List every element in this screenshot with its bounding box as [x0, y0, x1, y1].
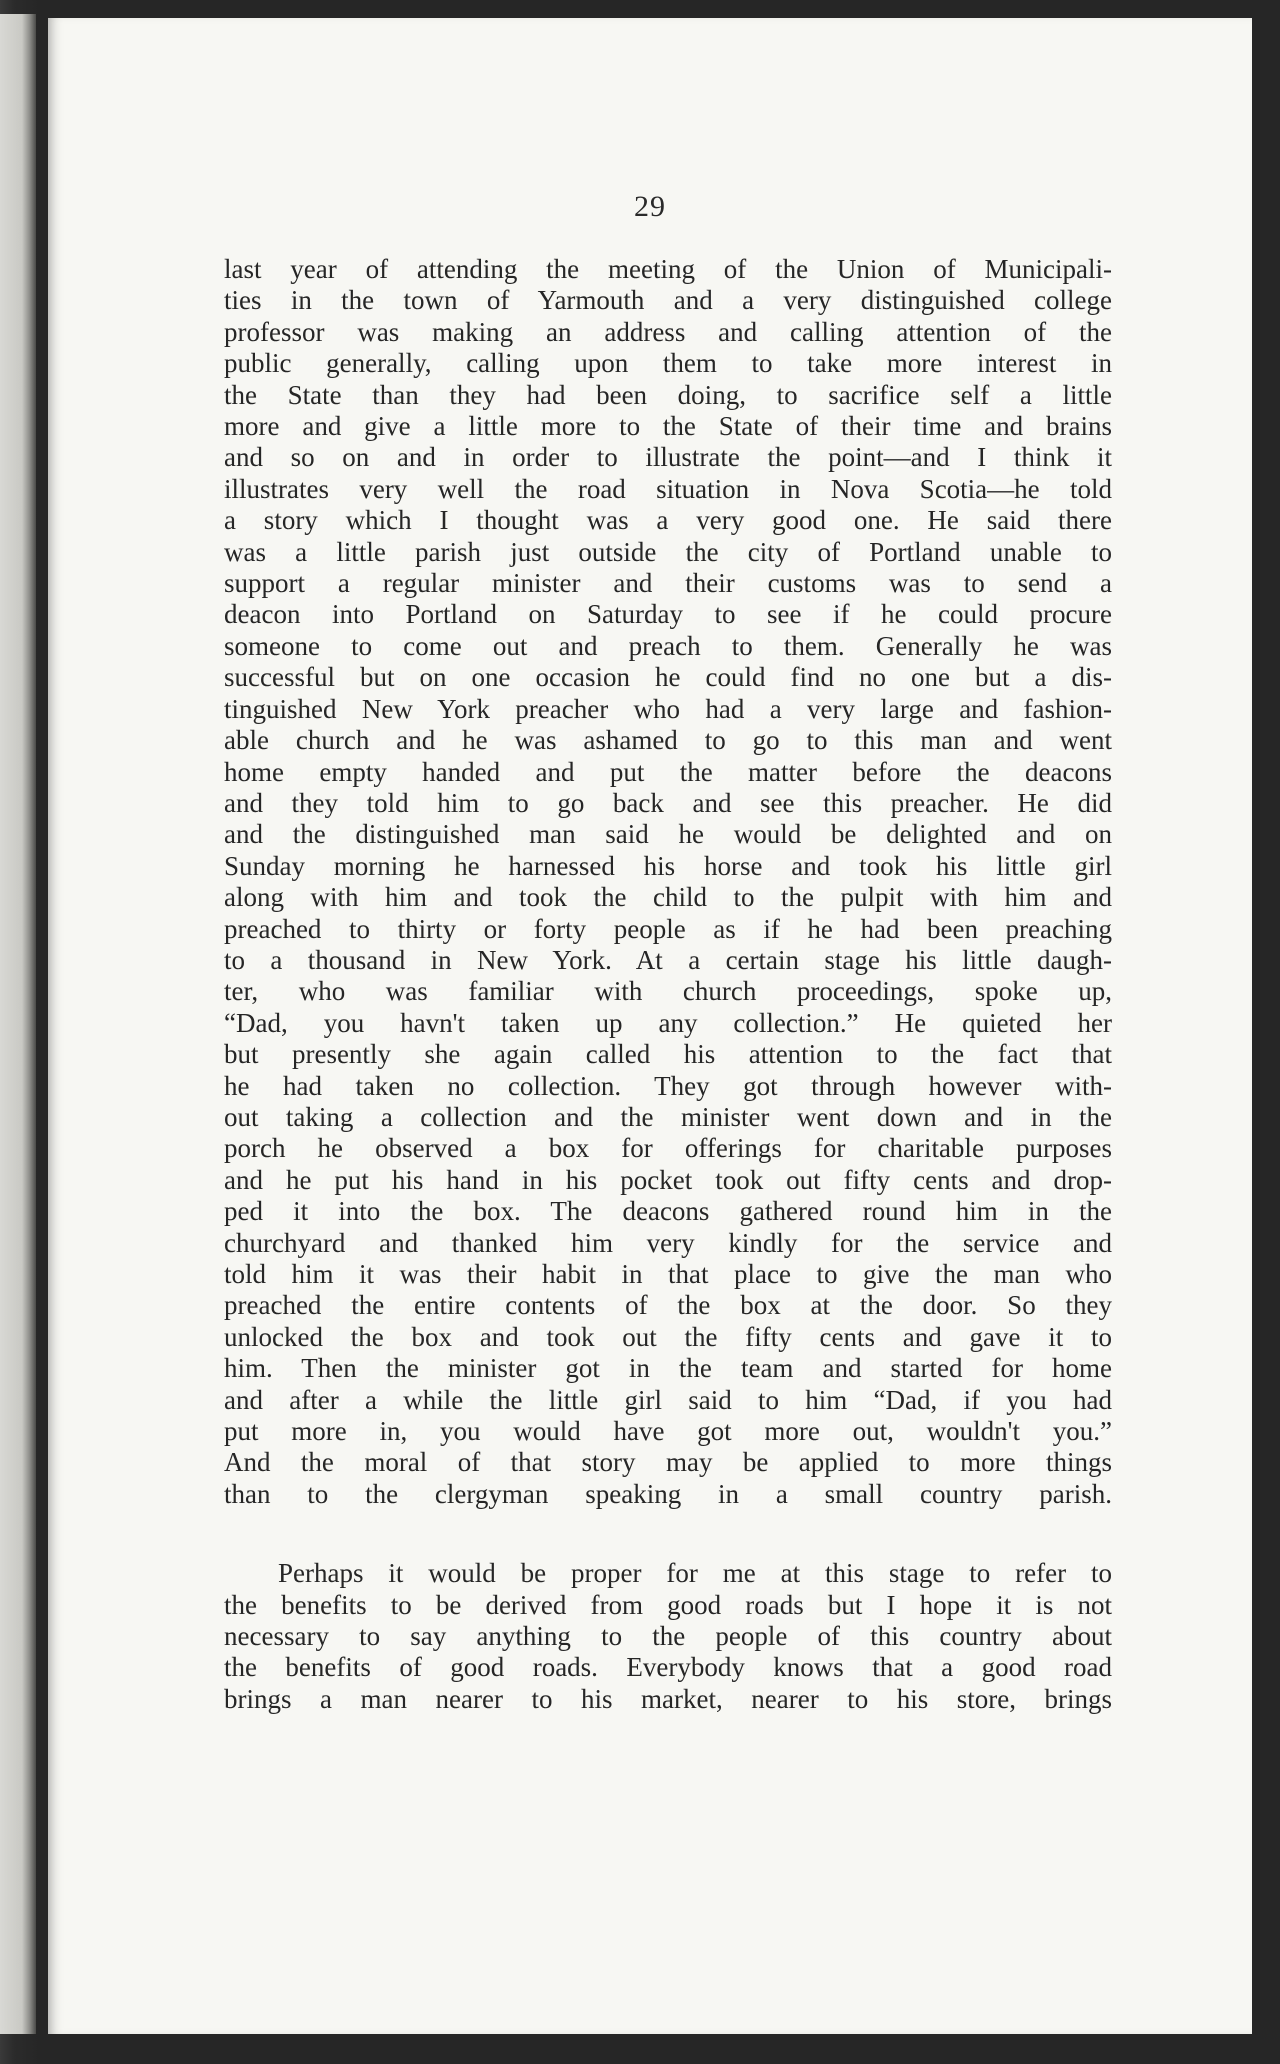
text-line: and the distinguished man said he would be delighted and on [224, 819, 1112, 850]
text-line: was a little parish just outside the city of Portland unable to [224, 536, 1112, 567]
text-line: someone to come out and preach to them. Generally he was [224, 630, 1112, 661]
text-line: told him it was their habit in that place to give the man who [224, 1259, 1112, 1289]
text-line: and after a while the little girl said to him “Dad, if you had [224, 1384, 1112, 1415]
text-line: and they told him to go back and see this preacher. He did [224, 787, 1112, 818]
text-line: but presently she again called his attention to the fact that [224, 1039, 1112, 1070]
text-line: And the moral of that story may be applied to more things [224, 1447, 1112, 1478]
text-line: “Dad, you havn't taken up any collection.” He quieted her [224, 1007, 1112, 1038]
text-line: home empty handed and put the matter before the deacons [224, 756, 1112, 787]
text-line: tinguished New York preacher who had a very large and fashion- [224, 693, 1112, 724]
text-line: necessary to say anything to the people of this country about [224, 1621, 1112, 1652]
text-line: public generally, calling upon them to take more interest in [224, 348, 1112, 379]
text-line: more and give a little more to the State of their time and brains [224, 411, 1112, 442]
text-line: and so on and in order to illustrate the point—and I think it [224, 442, 1112, 473]
text-line: illustrates very well the road situation in Nova Scotia—he told [224, 473, 1112, 504]
text-line: him. Then the minister got in the team and started for home [224, 1353, 1112, 1384]
text-line: the State than they had been doing, to sacrifice self a little [224, 379, 1112, 410]
text-line: along with him and took the child to the pulpit with him and [224, 882, 1112, 913]
text-line: ped it into the box. The deacons gathered round him in the [224, 1196, 1112, 1227]
text-line: Sunday morning he harnessed his horse and took his little girl [224, 850, 1112, 881]
text-line: brings a man nearer to his market, nearer to his store, brings [224, 1683, 1112, 1714]
page-number: 29 [634, 190, 666, 223]
text-line: ties in the town of Yarmouth and a very distinguished college [224, 285, 1112, 316]
text-line: ter, who was familiar with church proceedings, spoke up, [224, 976, 1112, 1007]
text-line: Perhaps it would be proper for me at this stage to refer to [278, 1558, 1112, 1589]
text-line: preached to thirty or forty people as if he had been preaching [224, 913, 1112, 944]
text-line: able church and he was ashamed to go to this man and went [224, 725, 1112, 756]
text-line: out taking a collection and the minister went down and in the [224, 1101, 1112, 1132]
text-line: put more in, you would have got more out, wouldn't you.” [224, 1416, 1112, 1447]
paragraph [224, 1558, 1112, 1715]
text-line: unlocked the box and took out the fifty cents and gave it to [224, 1321, 1112, 1352]
text-line: churchyard and thanked him very kindly for the service and [224, 1227, 1112, 1258]
text-line: the benefits of good roads. Everybody knows that a good road [224, 1652, 1112, 1683]
text-line: successful but on one occasion he could find no one but a dis- [224, 662, 1112, 693]
text-line: professor was making an address and calling attention of the [224, 316, 1112, 347]
text-line: deacon into Portland on Saturday to see if he could procure [224, 599, 1112, 630]
text-line: support a regular minister and their customs was to send a [224, 568, 1112, 599]
text-line: to a thousand in New York. At a certain stage his little daugh- [224, 944, 1112, 975]
body-text [224, 254, 1112, 1715]
text-line: last year of attending the meeting of the Union of Municipali- [224, 254, 1112, 284]
text-line: porch he observed a box for offerings for charitable purposes [224, 1133, 1112, 1164]
paragraph [224, 254, 1112, 1510]
left-page-edge [0, 14, 36, 2034]
text-line: than to the clergyman speaking in a small country parish. [224, 1478, 1112, 1509]
paragraph-gap [224, 1510, 1112, 1558]
text-line: the benefits to be derived from good roads but I hope it is not [224, 1589, 1112, 1620]
text-line: and he put his hand in his pocket took out fifty cents and drop- [224, 1164, 1112, 1195]
text-line: preached the entire contents of the box at the door. So they [224, 1290, 1112, 1321]
text-line: a story which I thought was a very good one. He said there [224, 505, 1112, 536]
text-line: he had taken no collection. They got through however with- [224, 1070, 1112, 1101]
book-page [48, 18, 1252, 2034]
